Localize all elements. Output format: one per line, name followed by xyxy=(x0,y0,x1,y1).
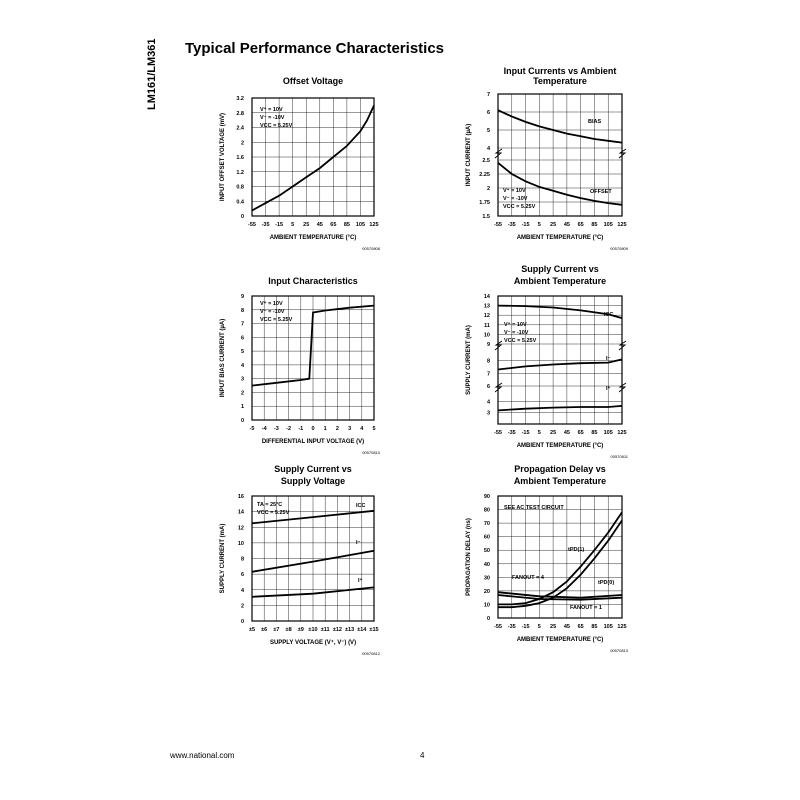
y-tick-label: 4 xyxy=(240,362,244,369)
y-tick-label: 7 xyxy=(486,371,490,378)
y-axis-label: SUPPLY CURRENT (mA) xyxy=(466,325,472,395)
x-tick-label: 45 xyxy=(563,222,570,228)
offset-voltage-chart xyxy=(200,70,400,260)
y-tick-label: 80 xyxy=(483,507,490,514)
y-tick-label: 3 xyxy=(486,410,490,417)
footer-website: www.national.com xyxy=(170,751,235,760)
y-tick-label: 8 xyxy=(240,307,244,314)
annotation: FANOUT = 4 xyxy=(512,575,544,581)
annotation: FANOUT = 1 xyxy=(570,605,602,611)
y-axis-label: INPUT CURRENT (µA) xyxy=(466,123,472,187)
series-line xyxy=(498,406,622,411)
x-tick-label: 125 xyxy=(617,430,627,436)
x-tick-label: 125 xyxy=(369,222,379,228)
chart-title: Offset Voltage xyxy=(282,76,344,86)
y-tick-label: 90 xyxy=(483,494,490,500)
x-axis-label: AMBIENT TEMPERATURE (°C) xyxy=(516,235,604,241)
y-tick-label: 6 xyxy=(486,110,490,116)
y-tick-label: 10 xyxy=(237,540,244,547)
x-tick-label: 125 xyxy=(617,222,627,228)
y-tick-label: 1.6 xyxy=(236,155,244,161)
x-tick-label: 45 xyxy=(563,430,570,436)
x-tick-label: ±7 xyxy=(273,627,280,633)
figure-id: 00570808 xyxy=(362,246,380,251)
annotation: V⁺ = 10V xyxy=(503,188,526,194)
x-tick-label: -35 xyxy=(507,430,516,436)
x-tick-label: 1 xyxy=(323,426,327,432)
y-tick-label: 16 xyxy=(237,494,244,500)
x-tick-label: 65 xyxy=(577,430,584,436)
series-label: BIAS xyxy=(588,119,602,125)
x-tick-label: -5 xyxy=(249,426,255,432)
x-tick-label: 105 xyxy=(603,222,613,228)
x-tick-label: ±6 xyxy=(261,627,268,633)
x-axis-label: AMBIENT TEMPERATURE (°C) xyxy=(516,443,604,449)
y-tick-label: 6 xyxy=(240,335,244,342)
x-tick-label: 65 xyxy=(330,222,337,228)
annotation: SEE AC TEST CIRCUIT xyxy=(504,505,564,511)
x-axis-label: DIFFERENTIAL INPUT VOLTAGE (V) xyxy=(261,439,365,445)
y-tick-label: 2 xyxy=(240,603,244,610)
y-axis-label: INPUT OFFSET VOLTAGE (mV) xyxy=(220,112,226,202)
annotation: V⁺ = 10V xyxy=(260,107,283,113)
annotation: VCC = 5.25V xyxy=(504,338,537,344)
annotation: VCC = 5.25V xyxy=(260,123,293,129)
x-tick-label: 105 xyxy=(355,222,366,228)
annotation: V⁻ = -10V xyxy=(260,115,285,121)
annotation: VCC = 5.25V xyxy=(257,510,290,516)
x-tick-label: -35 xyxy=(261,222,270,228)
y-tick-label: 3 xyxy=(240,376,244,383)
x-tick-label: 5 xyxy=(537,624,541,630)
figure-id: 00570813 xyxy=(610,648,628,653)
y-tick-label: 0.8 xyxy=(236,184,244,191)
x-tick-label: -1 xyxy=(298,426,304,432)
x-tick-label: 65 xyxy=(577,222,584,228)
y-tick-label: 40 xyxy=(483,561,490,568)
annotation: VCC = 5.25V xyxy=(503,204,536,210)
x-tick-label: 2 xyxy=(335,426,339,432)
x-tick-label: -15 xyxy=(275,222,284,228)
x-tick-label: -55 xyxy=(494,624,502,630)
x-tick-label: ±11 xyxy=(320,627,330,633)
y-tick-label: 3.2 xyxy=(236,96,244,102)
chart-title: Temperature xyxy=(533,76,587,86)
x-tick-label: 65 xyxy=(577,624,584,630)
y-tick-label: 4 xyxy=(486,146,490,152)
x-tick-label: -15 xyxy=(521,624,530,630)
y-tick-label: 20 xyxy=(483,588,490,595)
input-characteristics-chart xyxy=(200,272,400,457)
x-tick-label: ±12 xyxy=(332,627,342,633)
x-tick-label: -55 xyxy=(494,222,502,228)
series-label: I⁻ xyxy=(606,356,611,362)
y-tick-label: 50 xyxy=(483,548,490,555)
footer-page-number: 4 xyxy=(420,751,425,760)
x-tick-label: 25 xyxy=(550,222,557,228)
y-tick-label: 2.8 xyxy=(236,110,244,117)
x-tick-label: 0 xyxy=(311,426,315,432)
x-tick-label: ±14 xyxy=(357,627,367,633)
chart-title: Input Characteristics xyxy=(268,276,358,286)
y-tick-label: 0 xyxy=(486,616,490,622)
x-tick-label: 25 xyxy=(550,430,557,436)
y-tick-label: 13 xyxy=(483,303,490,310)
x-tick-label: ±9 xyxy=(297,627,304,633)
x-tick-label: -3 xyxy=(273,426,279,432)
x-axis-label: SUPPLY VOLTAGE (V⁺, V⁻) (V) xyxy=(269,640,357,646)
x-tick-label: 105 xyxy=(603,624,613,630)
chart-title: Supply Current vs xyxy=(521,264,599,274)
x-tick-label: 45 xyxy=(316,222,323,228)
series-label: I⁺ xyxy=(358,578,363,584)
x-tick-label: 105 xyxy=(603,430,613,436)
chart-title: Propagation Delay vs xyxy=(514,464,606,474)
series-line xyxy=(498,512,622,604)
y-tick-label: 5 xyxy=(240,349,244,356)
x-axis-label: AMBIENT TEMPERATURE (°C) xyxy=(516,637,604,643)
y-tick-label: 1 xyxy=(240,404,244,411)
y-axis-label: SUPPLY CURRENT (mA) xyxy=(220,523,226,594)
series-label: I⁺ xyxy=(606,386,611,392)
y-tick-label: 2 xyxy=(486,186,490,192)
offset-voltage-curve xyxy=(252,105,374,210)
y-tick-label: 9 xyxy=(486,342,490,348)
x-tick-label: 125 xyxy=(617,624,627,630)
chart-title: Supply Current vs xyxy=(274,464,352,474)
y-tick-label: 6 xyxy=(486,384,490,390)
annotation: TA = 25°C xyxy=(257,502,283,508)
y-axis-label: PROPAGATION DELAY (ns) xyxy=(466,518,472,596)
y-tick-label: 1.5 xyxy=(482,214,490,220)
x-tick-label: 5 xyxy=(537,222,541,228)
annotation: V⁻ = -10V xyxy=(503,196,528,202)
y-tick-label: 2.25 xyxy=(479,172,490,178)
x-tick-label: ±8 xyxy=(285,627,292,633)
figure-id: 00570810 xyxy=(362,450,380,455)
x-tick-label: 25 xyxy=(550,624,557,630)
y-tick-label: 7 xyxy=(486,92,490,98)
x-tick-label: 5 xyxy=(537,430,541,436)
y-tick-label: 70 xyxy=(483,521,490,528)
y-tick-label: 1.75 xyxy=(479,200,490,206)
figure-id: 00570811 xyxy=(610,454,628,459)
annotation: V⁺ = 10V xyxy=(260,301,283,307)
x-tick-label: 85 xyxy=(591,624,598,630)
x-tick-label: ±10 xyxy=(308,627,318,633)
x-tick-label: 85 xyxy=(591,430,598,436)
x-tick-label: -55 xyxy=(494,430,502,436)
side-part-number: LM161/LM361 xyxy=(146,38,158,110)
y-tick-label: 8 xyxy=(486,358,490,365)
y-tick-label: 14 xyxy=(483,294,490,300)
x-tick-label: -2 xyxy=(286,426,292,432)
y-tick-label: 12 xyxy=(483,313,490,320)
y-axis-label: INPUT BIAS CURRENT (µA) xyxy=(220,318,226,398)
x-tick-label: -35 xyxy=(507,624,516,630)
page-title: Typical Performance Characteristics xyxy=(185,40,445,57)
series-line xyxy=(498,110,622,142)
series-label: tPD(0) xyxy=(598,580,615,586)
x-tick-label: 3 xyxy=(348,426,352,432)
x-tick-label: ±5 xyxy=(248,627,256,633)
figure-id: 00570812 xyxy=(362,651,380,656)
supply-current-vs-temperature-chart xyxy=(450,262,650,462)
y-tick-label: 6 xyxy=(240,572,244,579)
series-label: ICC xyxy=(604,312,614,318)
x-tick-label: 5 xyxy=(372,426,376,432)
x-axis-label: AMBIENT TEMPERATURE (°C) xyxy=(269,235,357,241)
y-tick-label: 60 xyxy=(483,534,490,541)
propagation-delay-chart xyxy=(450,462,650,657)
y-tick-label: 14 xyxy=(237,509,244,516)
x-tick-label: 5 xyxy=(291,222,295,228)
x-tick-label: 4 xyxy=(360,426,364,432)
y-tick-label: 9 xyxy=(240,294,244,300)
series-line xyxy=(498,359,622,369)
x-tick-label: -35 xyxy=(507,222,516,228)
supply-current-vs-voltage-chart xyxy=(200,462,400,657)
y-tick-label: 2 xyxy=(240,390,244,397)
y-tick-label: 30 xyxy=(483,575,490,582)
chart-title: Supply Voltage xyxy=(280,476,346,486)
x-tick-label: -15 xyxy=(521,430,530,436)
y-tick-label: 10 xyxy=(483,602,490,609)
y-tick-label: 5 xyxy=(486,128,490,134)
x-tick-label: 85 xyxy=(343,222,350,228)
y-tick-label: 12 xyxy=(237,525,244,532)
y-tick-label: 10 xyxy=(483,332,490,339)
x-tick-label: 45 xyxy=(563,624,570,630)
series-label: ICC xyxy=(356,503,366,509)
x-tick-label: ±13 xyxy=(345,627,355,633)
series-label: OFFSET xyxy=(590,189,612,195)
y-tick-label: 11 xyxy=(484,322,490,329)
figure-id: 00570809 xyxy=(610,246,628,251)
annotation: V⁻ = -10V xyxy=(504,330,529,336)
y-tick-label: 2.4 xyxy=(236,125,244,132)
y-tick-label: 4 xyxy=(240,587,244,594)
y-tick-label: 0 xyxy=(240,619,244,625)
annotation: VCC = 5.25V xyxy=(260,317,293,323)
y-tick-label: 0.4 xyxy=(236,199,244,206)
input-currents-vs-temperature-chart xyxy=(450,62,650,262)
x-tick-label: 85 xyxy=(591,222,598,228)
series-label: I⁻ xyxy=(356,540,361,546)
y-tick-label: 4 xyxy=(486,399,490,406)
annotation: V⁻ = -10V xyxy=(260,309,285,315)
y-tick-label: 0 xyxy=(240,418,244,424)
x-tick-label: -15 xyxy=(521,222,530,228)
x-tick-label: 25 xyxy=(303,222,310,228)
x-tick-label: ±15 xyxy=(369,627,379,633)
y-tick-label: 0 xyxy=(240,214,244,220)
y-tick-label: 2.5 xyxy=(482,158,490,164)
series-label: tPD(1) xyxy=(568,547,585,553)
chart-title: Ambient Temperature xyxy=(513,476,607,486)
x-tick-label: -4 xyxy=(261,426,267,432)
y-tick-label: 1.2 xyxy=(236,169,244,176)
chart-title: Input Currents vs Ambient xyxy=(503,66,617,76)
y-tick-label: 8 xyxy=(240,556,244,563)
chart-title: Ambient Temperature xyxy=(513,276,607,286)
y-tick-label: 7 xyxy=(240,321,244,328)
y-tick-label: 2 xyxy=(240,140,244,147)
x-tick-label: -55 xyxy=(248,222,256,228)
annotation: V⁺ = 10V xyxy=(504,322,527,328)
